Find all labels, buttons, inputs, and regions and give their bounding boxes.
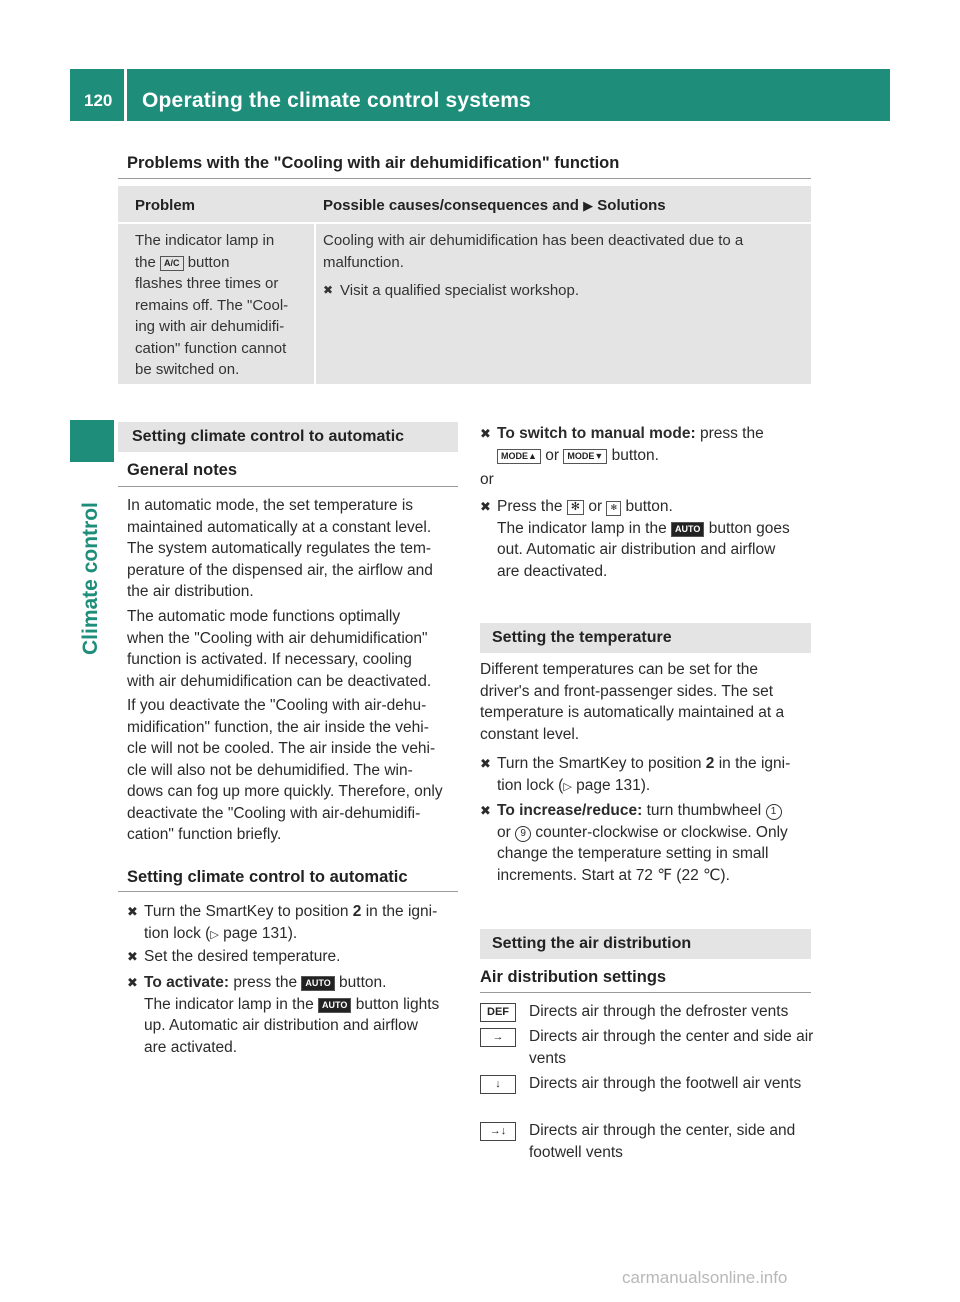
text-line: cle will not be cooled. The air inside the vehi- xyxy=(127,740,436,757)
text-span: The indicator lamp in the xyxy=(144,995,314,1013)
position-value: 2 xyxy=(352,903,362,920)
auto-button-icon: AUTO xyxy=(301,976,334,991)
section-title-box xyxy=(118,422,458,452)
mode-down-button-icon: MODE▼ xyxy=(563,449,607,464)
center-side-footwell-vents-icon: →↓ xyxy=(480,1122,516,1141)
fan-up-button-icon: ✻ xyxy=(567,500,584,515)
text-span: button. xyxy=(339,974,387,991)
text-line: If you deactivate the "Cooling with air-dehu- xyxy=(127,697,427,714)
text-line: In automatic mode, the set temperature is xyxy=(127,497,414,514)
step-body: Set the desired temperature. xyxy=(144,948,341,965)
text-line: Different temperatures can be set for the xyxy=(480,661,759,678)
problem-line: ing with air dehumidifi- xyxy=(135,318,285,335)
text-line: cle will also not be dehumidified. The win- xyxy=(127,761,413,779)
air-distribution-section-title: Setting the air distribution xyxy=(492,935,692,952)
list-item-text: Directs air through the center and side air vents xyxy=(529,1028,814,1067)
text-line xyxy=(144,972,467,994)
list-item-text: Directs air through the defroster vents xyxy=(529,1003,789,1020)
footwell-vents-icon: ↓ xyxy=(480,1075,516,1094)
ac-button-icon: A/C xyxy=(160,256,184,271)
text-span: counter-clockwise or clockwise. Only xyxy=(535,823,788,841)
text-line xyxy=(497,423,820,445)
instruction-step xyxy=(480,753,820,798)
text-line: out. Automatic air distribution and airflow xyxy=(497,541,776,558)
text-line: midification" function, the air inside the vehi- xyxy=(127,718,429,736)
thumbwheel-9-icon: 9 xyxy=(515,826,531,842)
text-span: press the xyxy=(699,425,764,442)
divider xyxy=(118,486,458,487)
text-line: driver's and front-passenger sides. The set xyxy=(480,682,774,700)
cause-line: malfunction. xyxy=(323,253,404,271)
text-span: button goes xyxy=(708,519,790,537)
chapter-tab-marker xyxy=(70,420,114,462)
text-line xyxy=(144,994,467,1016)
text-span: tion lock ( xyxy=(144,924,211,942)
instruction-step xyxy=(127,972,467,1058)
step-arrow-icon: ✖ xyxy=(323,283,334,297)
text-span: button. xyxy=(625,498,673,515)
instruction-step xyxy=(127,946,467,968)
text-line: the air distribution. xyxy=(127,583,254,600)
instruction-step xyxy=(480,496,820,582)
text-line: deactivate the "Cooling with air-dehumidifi- xyxy=(127,804,421,822)
text-line: when the "Cooling with air dehumidification" xyxy=(127,629,428,647)
text-line: are deactivated. xyxy=(497,562,608,580)
step-arrow-icon: ✖ xyxy=(480,803,491,818)
step-body xyxy=(127,972,467,1058)
list-item xyxy=(480,1001,815,1025)
list-item-text: Directs air through the center, side and footwell vents xyxy=(529,1122,796,1161)
problem-line-text: the xyxy=(135,253,156,271)
problem-line-text: button xyxy=(187,253,230,271)
list-item xyxy=(480,1120,815,1166)
text-span: button. xyxy=(611,446,659,464)
step-label: To switch to manual mode: xyxy=(497,425,696,442)
divider xyxy=(118,178,811,179)
text-line: dows can fog up more quickly. Therefore, only xyxy=(127,783,443,800)
text-span: tion lock ( xyxy=(497,776,564,794)
text-line xyxy=(144,923,467,947)
mode-up-button-icon: MODE▲ xyxy=(497,449,541,464)
section-title-box xyxy=(480,929,811,959)
text-line xyxy=(497,753,820,775)
page-number: 120 xyxy=(84,91,113,110)
text-span: in the igni- xyxy=(718,755,791,772)
cause-line: Cooling with air dehumidification has been deactivated due to a xyxy=(323,232,744,249)
watermark: carmanualsonline.info xyxy=(622,1268,788,1287)
paragraph xyxy=(127,695,462,846)
auto-subheading: Setting climate control to automatic xyxy=(127,868,408,886)
text-line xyxy=(497,822,820,844)
air-distribution-subheading: Air distribution settings xyxy=(480,968,667,986)
text-span: in the igni- xyxy=(365,903,438,920)
text-line: perature of the dispensed air, the airflow and xyxy=(127,561,433,579)
fan-down-button-icon: ✻ xyxy=(606,501,621,516)
auto-button-icon: AUTO xyxy=(318,998,351,1013)
text-line: with air dehumidification can be deactivated. xyxy=(127,672,432,690)
text-line: up. Automatic air distribution and airflow xyxy=(144,1017,418,1034)
text-span: or xyxy=(497,823,511,841)
step-arrow-icon: ✖ xyxy=(127,975,138,990)
chapter-label xyxy=(71,502,111,655)
step-body xyxy=(480,423,820,466)
step-arrow-icon: ✖ xyxy=(127,904,138,919)
temperature-section-title: Setting the temperature xyxy=(492,629,672,646)
problem-line: cation" function cannot xyxy=(135,339,287,357)
text-line: function is activated. If necessary, cooling xyxy=(127,651,412,668)
section-title-box xyxy=(480,623,811,653)
list-item-text: Directs air through the footwell air vents xyxy=(529,1075,802,1092)
step-arrow-icon: ✖ xyxy=(480,426,491,441)
column-header-solutions-suffix: Solutions xyxy=(597,197,666,214)
auto-section-title: Setting climate control to automatic xyxy=(132,428,405,445)
defroster-vents-icon: DEF xyxy=(480,1003,516,1022)
problem-cell xyxy=(135,230,315,381)
text-line xyxy=(497,800,820,822)
step-arrow-icon: ✖ xyxy=(480,756,491,771)
text-line xyxy=(497,518,820,540)
solution-step xyxy=(323,280,803,302)
or-text: or xyxy=(480,471,494,488)
list-item xyxy=(480,1073,815,1119)
list-item xyxy=(480,1026,815,1072)
problem-line: be switched on. xyxy=(135,361,240,378)
step-body xyxy=(480,800,820,886)
center-side-vents-icon: → xyxy=(480,1028,516,1047)
text-line: are activated. xyxy=(144,1038,238,1056)
text-line: The system automatically regulates the tem- xyxy=(127,540,432,557)
step-label: To activate: xyxy=(144,974,229,991)
text-span: Turn the SmartKey to position xyxy=(144,903,349,920)
header-divider xyxy=(124,69,127,121)
divider xyxy=(118,891,458,892)
paragraph xyxy=(480,659,815,745)
text-span: turn thumbwheel xyxy=(646,802,762,819)
step-label: To increase/reduce: xyxy=(497,802,643,819)
text-line: temperature is automatically maintained at a xyxy=(480,704,785,721)
table-header xyxy=(118,186,811,222)
solution-arrow-icon: ▶ xyxy=(583,198,594,213)
paragraph xyxy=(127,495,462,603)
solution-text: Visit a qualified specialist workshop. xyxy=(340,282,580,299)
text-span: button lights xyxy=(355,995,440,1013)
column-header-solutions-prefix: Possible causes/consequences and xyxy=(323,197,579,214)
problem-line xyxy=(135,252,315,274)
auto-button-icon: AUTO xyxy=(671,522,704,537)
problems-section-title: Problems with the "Cooling with air dehumidification" function xyxy=(127,154,620,172)
text-line: change the temperature setting in small xyxy=(497,845,769,862)
column-header-problem: Problem xyxy=(135,197,196,214)
thumbwheel-1-icon: 1 xyxy=(766,804,782,820)
position-value: 2 xyxy=(705,755,715,772)
text-span: The indicator lamp in the xyxy=(497,519,667,537)
step-arrow-icon: ✖ xyxy=(127,949,138,964)
instruction-step xyxy=(480,423,820,466)
text-line xyxy=(497,445,820,467)
text-span: press the xyxy=(233,974,298,991)
text-line xyxy=(497,496,820,518)
text-span: Press the xyxy=(497,498,563,515)
page-reference[interactable]: page 131). xyxy=(223,924,298,942)
instruction-step xyxy=(480,800,820,886)
general-notes-heading: General notes xyxy=(127,461,238,479)
column-header-solutions xyxy=(323,197,666,214)
page-reference[interactable]: page 131). xyxy=(576,776,651,794)
cause-cell xyxy=(323,230,803,302)
text-line xyxy=(144,901,467,923)
paragraph xyxy=(127,606,462,692)
step-arrow-icon: ✖ xyxy=(480,499,491,514)
text-span: or xyxy=(588,498,603,515)
problem-line: remains off. The "Cool- xyxy=(135,296,289,314)
page-ref-icon: ▷ xyxy=(210,928,219,941)
text-line: increments. Start at 72 ℉ (22 ℃). xyxy=(497,866,730,884)
problem-line: The indicator lamp in xyxy=(135,232,275,249)
text-line: The automatic mode functions optimally xyxy=(127,608,401,625)
page-header xyxy=(70,69,890,121)
text-line: constant level. xyxy=(480,725,580,743)
page-title: Operating the climate control systems xyxy=(142,89,532,112)
page-ref-icon: ▷ xyxy=(563,780,572,793)
text-line xyxy=(497,775,820,799)
text-span: Turn the SmartKey to position xyxy=(497,755,702,772)
chapter-label-text: Climate control xyxy=(79,502,102,655)
text-line: cation" function briefly. xyxy=(127,826,282,843)
instruction-step xyxy=(127,901,467,946)
step-body xyxy=(127,901,467,946)
text-line: maintained automatically at a constant level. xyxy=(127,518,432,536)
problem-line: flashes three times or xyxy=(135,275,279,292)
divider xyxy=(480,992,811,993)
step-body xyxy=(480,753,820,798)
step-body xyxy=(480,496,820,582)
text-span: or xyxy=(545,446,560,464)
